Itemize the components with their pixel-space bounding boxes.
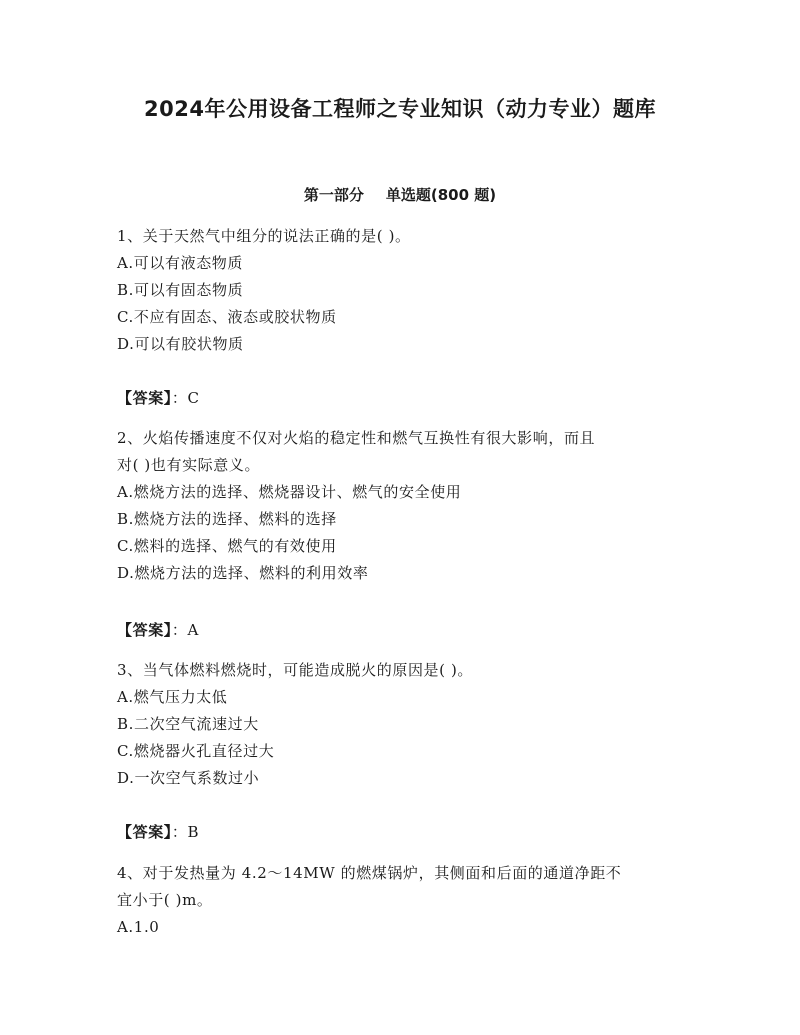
option-d: D.一次空气系数过小 xyxy=(117,769,260,787)
answer-value: B xyxy=(187,823,200,841)
question-block xyxy=(117,223,687,358)
section-heading xyxy=(0,184,800,205)
option-b: B.燃烧方法的选择、燃料的选择 xyxy=(117,510,337,528)
question-stem: 4、对于发热量为 4.2～14MW 的燃煤锅炉，其侧面和后面的通道净距不 xyxy=(117,864,622,882)
answer-value: A xyxy=(187,621,199,639)
answer-separator: ： xyxy=(171,823,188,841)
option-d: D.燃烧方法的选择、燃料的利用效率 xyxy=(117,564,369,582)
question-stem: 对( )也有实际意义。 xyxy=(117,456,261,474)
answer-separator: ： xyxy=(171,621,188,639)
answer-separator: ： xyxy=(171,389,188,407)
option-b: B.二次空气流速过大 xyxy=(117,715,259,733)
option-b: B.可以有固态物质 xyxy=(117,281,244,299)
question-stem: 3、当气体燃料燃烧时，可能造成脱火的原因是( )。 xyxy=(117,661,474,679)
answer-label: 【答案】 xyxy=(117,823,172,841)
question-stem: 宜小于( )m。 xyxy=(117,891,213,909)
answer-line xyxy=(117,617,687,644)
answer-label: 【答案】 xyxy=(117,389,172,407)
option-a: A.燃气压力太低 xyxy=(117,688,228,706)
option-c: C.不应有固态、液态或胶状物质 xyxy=(117,308,337,326)
answer-line xyxy=(117,385,687,412)
option-c: C.燃料的选择、燃气的有效使用 xyxy=(117,537,337,555)
question-block xyxy=(117,657,687,792)
option-a: A.可以有液态物质 xyxy=(117,254,244,272)
document-title: 2024年公用设备工程师之专业知识（动力专业）题库 xyxy=(144,97,656,121)
option-a: A.1.0 xyxy=(117,918,160,936)
option-c: C.燃烧器火孔直径过大 xyxy=(117,742,275,760)
question-stem: 2、火焰传播速度不仅对火焰的稳定性和燃气互换性有很大影响，而且 xyxy=(117,429,596,447)
answer-label: 【答案】 xyxy=(117,621,172,639)
answer-line xyxy=(117,819,687,846)
question-block xyxy=(117,425,687,587)
question-stem: 1、关于天然气中组分的说法正确的是( )。 xyxy=(117,227,411,245)
question-block xyxy=(117,860,687,941)
section-heading-label: 单选题(800 题) xyxy=(385,186,497,204)
section-part-label: 第一部分 xyxy=(303,186,364,204)
option-a: A.燃烧方法的选择、燃烧器设计、燃气的安全使用 xyxy=(117,483,462,501)
option-d: D.可以有胶状物质 xyxy=(117,335,244,353)
answer-value: C xyxy=(187,389,200,407)
